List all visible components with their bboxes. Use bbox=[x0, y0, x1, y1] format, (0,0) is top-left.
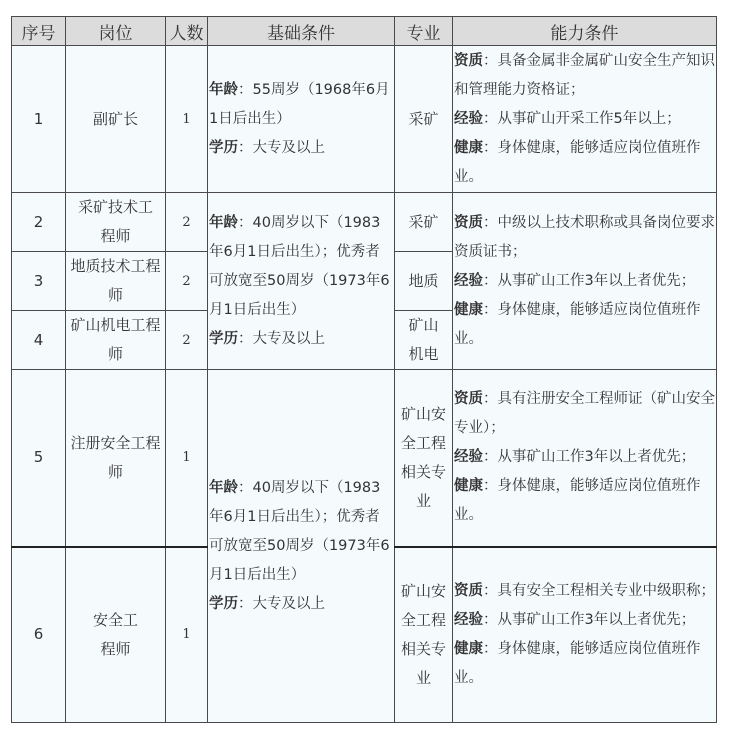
health-label: 健康 bbox=[454, 139, 483, 156]
row-major: 矿山机电 bbox=[395, 311, 453, 370]
table-header-row bbox=[12, 17, 717, 46]
group-basic bbox=[208, 193, 395, 370]
row-no: 3 bbox=[12, 252, 66, 311]
exp-label: 经验 bbox=[454, 110, 483, 127]
row-post: 注册安全工程师 bbox=[66, 370, 166, 547]
header-basic: 基础条件 bbox=[208, 17, 395, 46]
edu-text: ：大专及以上 bbox=[238, 139, 325, 156]
health-label: 健康 bbox=[454, 640, 483, 657]
group-basic bbox=[208, 370, 395, 723]
row-post: 安全工程师 bbox=[66, 547, 166, 723]
qual-text: ：具有注册安全工程师证（矿山安全专业）； bbox=[454, 391, 715, 437]
age-text: ：40周岁以下（1983年6月1日后出生）；优秀者可放宽至50周岁（1973年6月1日后出生） bbox=[209, 214, 390, 318]
exp-label: 经验 bbox=[454, 272, 483, 289]
header-count: 人数 bbox=[166, 17, 208, 46]
row-ability bbox=[453, 370, 717, 547]
qual-label: 资质 bbox=[454, 214, 483, 231]
health-text: ：身体健康，能够适应岗位值班作业。 bbox=[454, 478, 701, 524]
edu-text: ：大专及以上 bbox=[238, 330, 325, 347]
row-post: 副矿长 bbox=[66, 46, 166, 193]
row-no: 5 bbox=[12, 370, 66, 547]
table-row bbox=[12, 46, 717, 193]
row-count: 2 bbox=[166, 252, 208, 311]
row-basic bbox=[208, 46, 395, 193]
row-major: 矿山安全工程相关专业 bbox=[395, 547, 453, 723]
table-row bbox=[12, 370, 717, 547]
row-post: 地质技术工程师 bbox=[66, 252, 166, 311]
row-count: 1 bbox=[166, 46, 208, 193]
age-text: ：40周岁以下（1983年6月1日后出生）；优秀者可放宽至50周岁（1973年6月1日后出生） bbox=[209, 479, 390, 583]
table-row bbox=[12, 193, 717, 252]
row-ability bbox=[453, 46, 717, 193]
group-ability bbox=[453, 193, 717, 370]
edu-label: 学历 bbox=[209, 595, 238, 612]
health-label: 健康 bbox=[454, 301, 483, 318]
row-ability bbox=[453, 547, 717, 723]
row-no: 2 bbox=[12, 193, 66, 252]
edu-text: ：大专及以上 bbox=[238, 595, 325, 612]
row-major: 地质 bbox=[395, 252, 453, 311]
exp-label: 经验 bbox=[454, 449, 483, 466]
age-label: 年龄 bbox=[209, 479, 238, 496]
row-post: 采矿技术工程师 bbox=[66, 193, 166, 252]
age-label: 年龄 bbox=[209, 81, 238, 98]
header-post: 岗位 bbox=[66, 17, 166, 46]
exp-text: ：从事矿山开采工作5年以上； bbox=[483, 110, 681, 127]
header-no: 序号 bbox=[12, 17, 66, 46]
exp-text: ：从事矿山工作3年以上者优先； bbox=[483, 449, 696, 466]
header-ability: 能力条件 bbox=[453, 17, 717, 46]
recruitment-table bbox=[11, 16, 717, 723]
row-major: 采矿 bbox=[395, 193, 453, 252]
edu-label: 学历 bbox=[209, 139, 238, 156]
row-post: 矿山机电工程师 bbox=[66, 311, 166, 370]
health-text: ：身体健康，能够适应岗位值班作业。 bbox=[454, 139, 701, 185]
exp-text: ：从事矿山工作3年以上者优先； bbox=[483, 611, 696, 628]
row-no: 1 bbox=[12, 46, 66, 193]
row-no: 6 bbox=[12, 547, 66, 723]
health-label: 健康 bbox=[454, 478, 483, 495]
age-text: ：55周岁（1968年6月1日后出生） bbox=[209, 81, 390, 127]
row-count: 1 bbox=[166, 370, 208, 547]
qual-text: ：具备金属非金属矿山安全生产知识和管理能力资格证； bbox=[454, 52, 715, 98]
header-major: 专业 bbox=[395, 17, 453, 46]
qual-text: ：中级以上技术职称或具备岗位要求资质证书； bbox=[454, 214, 715, 260]
exp-label: 经验 bbox=[454, 611, 483, 628]
qual-text: ：具有安全工程相关专业中级职称； bbox=[483, 582, 715, 599]
row-count: 2 bbox=[166, 311, 208, 370]
row-count: 2 bbox=[166, 193, 208, 252]
row-count: 1 bbox=[166, 547, 208, 723]
exp-text: ：从事矿山工作3年以上者优先； bbox=[483, 272, 696, 289]
row-no: 4 bbox=[12, 311, 66, 370]
row-major: 矿山安全工程相关专业 bbox=[395, 370, 453, 547]
row-major: 采矿 bbox=[395, 46, 453, 193]
health-text: ：身体健康，能够适应岗位值班作业。 bbox=[454, 301, 701, 347]
recruitment-table-wrapper bbox=[11, 16, 716, 722]
health-text: ：身体健康，能够适应岗位值班作业。 bbox=[454, 640, 701, 686]
age-label: 年龄 bbox=[209, 214, 238, 231]
qual-label: 资质 bbox=[454, 391, 483, 408]
qual-label: 资质 bbox=[454, 582, 483, 599]
qual-label: 资质 bbox=[454, 52, 483, 69]
edu-label: 学历 bbox=[209, 330, 238, 347]
